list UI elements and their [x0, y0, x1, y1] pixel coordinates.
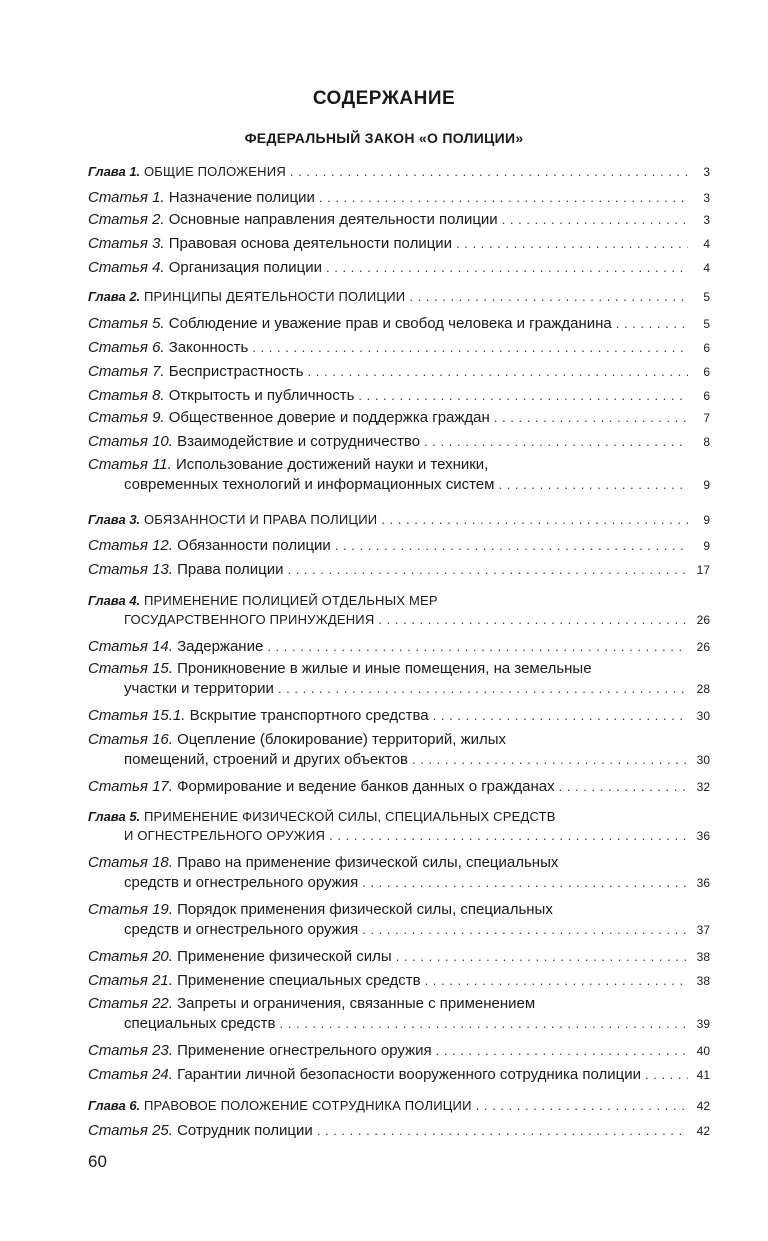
page-ref: 9 [703, 513, 710, 527]
entry-title: ОБЩИЕ ПОЛОЖЕНИЯ [140, 164, 286, 179]
page-ref: 17 [696, 563, 710, 577]
page-ref: 32 [696, 780, 710, 794]
leader-dots [329, 828, 688, 843]
article-label: Статья 19. [88, 901, 173, 918]
page-ref: 9 [703, 539, 710, 553]
page-ref: 7 [703, 411, 710, 425]
entry-title-continuation: ГОСУДАРСТВЕННОГО ПРИНУЖДЕНИЯ [124, 612, 375, 627]
article-label: Статья 25. [88, 1122, 173, 1139]
article-label: Статья 8. [88, 387, 165, 404]
page-ref: 5 [703, 290, 710, 304]
page-ref: 4 [703, 237, 710, 251]
page-ref: 36 [696, 876, 710, 890]
entry-title: Гарантии личной безопасности вооруженного сотрудника полиции [172, 1066, 642, 1083]
page-ref: 3 [703, 213, 710, 227]
leader-dots [335, 537, 688, 554]
leader-dots [616, 315, 688, 332]
entry-title: ПРАВОВОЕ ПОЛОЖЕНИЕ СОТРУДНИКА ПОЛИЦИИ [140, 1098, 472, 1113]
leader-dots [424, 433, 688, 450]
leader-dots [362, 874, 688, 891]
toc-article-entry[interactable] [88, 948, 710, 965]
entry-title: Формирование и ведение банков данных о гражданах [172, 778, 555, 795]
entry-title: ПРИМЕНЕНИЕ ПОЛИЦИЕЙ ОТДЕЛЬНЫХ МЕР [140, 593, 438, 608]
entry-title: Сотрудник полиции [172, 1122, 313, 1139]
leader-dots [425, 972, 688, 989]
leader-dots [317, 1122, 688, 1139]
entry-title: Применение физической силы [172, 948, 392, 965]
toc-article-entry[interactable] [88, 972, 710, 989]
entry-title: Организация полиции [164, 259, 322, 276]
entry-title: Законность [164, 339, 249, 356]
article-label: Статья 6. [88, 339, 165, 356]
leader-dots [502, 211, 688, 228]
leader-dots [326, 259, 688, 276]
page-ref: 41 [696, 1068, 710, 1082]
entry-title: Запреты и ограничения, связанные с применением [172, 995, 536, 1012]
leader-dots [280, 1015, 688, 1032]
article-label: Статья 7. [88, 363, 165, 380]
page-ref: 26 [696, 640, 710, 654]
entry-title: Беспристрастность [164, 363, 304, 380]
entry-title: Порядок применения физической силы, специальных [172, 901, 553, 918]
entry-title-continuation: помещений, строений и других объектов [124, 751, 409, 768]
entry-title: Права полиции [172, 561, 284, 578]
entry-title: Применение специальных средств [172, 972, 421, 989]
page-ref: 6 [703, 389, 710, 403]
entry-title: Соблюдение и уважение прав и свобод человека и гражданина [164, 315, 612, 332]
toc-article-entry[interactable] [88, 339, 710, 356]
page-ref: 38 [696, 950, 710, 964]
page-title: СОДЕРЖАНИЕ [312, 88, 456, 109]
page-ref: 5 [703, 317, 710, 331]
entry-title: Обязанности полиции [172, 537, 331, 554]
article-label: Статья 13. [88, 561, 173, 578]
page-ref: 3 [703, 165, 710, 179]
toc-article-entry[interactable] [88, 537, 710, 554]
page-ref: 26 [696, 613, 710, 627]
leader-dots [290, 164, 688, 179]
toc-article-entry[interactable] [88, 259, 710, 276]
article-label: Статья 2. [88, 211, 165, 228]
leader-dots [498, 476, 688, 493]
toc-article-entry[interactable] [88, 189, 710, 206]
toc-chapter-entry[interactable] [88, 809, 710, 843]
page-ref: 30 [696, 709, 710, 723]
entry-title: Правовая основа деятельности полиции [164, 235, 453, 252]
page-ref: 40 [696, 1044, 710, 1058]
toc-article-entry[interactable] [88, 363, 710, 380]
entry-title-continuation: средств и огнестрельного оружия [124, 874, 359, 891]
entry-title: Открытость и публичность [164, 387, 355, 404]
entry-title: Применение огнестрельного оружия [172, 1042, 432, 1059]
toc-chapter-entry[interactable] [88, 593, 710, 627]
article-label: Статья 4. [88, 259, 165, 276]
leader-dots [362, 921, 688, 938]
page-ref: 42 [696, 1124, 710, 1138]
page-ref: 36 [696, 829, 710, 843]
article-label: Статья 5. [88, 315, 165, 332]
entry-title-continuation: участки и территории [124, 680, 274, 697]
article-label: Статья 18. [88, 854, 173, 871]
toc-article-entry[interactable] [88, 1122, 710, 1139]
entry-title: Вскрытие транспортного средства [185, 707, 429, 724]
page-ref: 37 [696, 923, 710, 937]
toc-article-entry[interactable] [88, 409, 710, 426]
toc-article-entry[interactable] [88, 660, 710, 697]
toc-article-entry[interactable] [88, 638, 710, 655]
leader-dots [278, 680, 688, 697]
toc-chapter-entry[interactable] [88, 512, 710, 527]
leader-dots [319, 189, 688, 206]
leader-dots [476, 1098, 688, 1113]
toc-article-entry[interactable] [88, 995, 710, 1032]
toc-article-entry[interactable] [88, 854, 710, 891]
toc-chapter-entry[interactable] [88, 1098, 710, 1113]
page-ref: 6 [703, 365, 710, 379]
article-label: Статья 15. [88, 660, 173, 677]
entry-title-continuation: И ОГНЕСТРЕЛЬНОГО ОРУЖИЯ [124, 828, 326, 843]
page-ref: 39 [696, 1017, 710, 1031]
toc-chapter-entry[interactable] [88, 289, 710, 304]
leader-dots [559, 778, 688, 795]
entry-title: Общественное доверие и поддержка граждан [164, 409, 490, 426]
page-ref: 8 [703, 435, 710, 449]
article-label: Статья 9. [88, 409, 165, 426]
leader-dots [412, 751, 688, 768]
toc-article-entry[interactable] [88, 901, 710, 938]
leader-dots [252, 339, 688, 356]
leader-dots [308, 363, 688, 380]
entry-title-continuation: средств и огнестрельного оружия [124, 921, 359, 938]
article-label: Статья 1. [88, 189, 165, 206]
article-label: Статья 20. [88, 948, 173, 965]
article-label: Статья 23. [88, 1042, 173, 1059]
chapter-label: Глава 2. [88, 289, 141, 304]
leader-dots [433, 707, 688, 724]
toc-article-entry[interactable] [88, 731, 710, 768]
article-label: Статья 3. [88, 235, 165, 252]
article-label: Статья 17. [88, 778, 173, 795]
article-label: Статья 10. [88, 433, 173, 450]
toc-article-entry[interactable] [88, 387, 710, 404]
entry-title: Право на применение физической силы, специальных [172, 854, 559, 871]
toc-article-entry[interactable] [88, 707, 710, 724]
page-ref: 3 [703, 191, 710, 205]
leader-dots [378, 612, 688, 627]
chapter-label: Глава 3. [88, 512, 141, 527]
leader-dots [396, 948, 688, 965]
toc-article-entry[interactable] [88, 1042, 710, 1059]
chapter-label: Глава 4. [88, 593, 141, 608]
article-label: Статья 11. [88, 456, 172, 473]
page-ref: 4 [703, 261, 710, 275]
page-ref: 30 [696, 753, 710, 767]
leader-dots [409, 289, 688, 304]
leader-dots [494, 409, 688, 426]
leader-dots [456, 235, 688, 252]
article-label: Статья 14. [88, 638, 173, 655]
document-subtitle: ФЕДЕРАЛЬНЫЙ ЗАКОН «О ПОЛИЦИИ» [244, 130, 524, 146]
entry-title: ПРИМЕНЕНИЕ ФИЗИЧЕСКОЙ СИЛЫ, СПЕЦИАЛЬНЫХ СРЕДСТВ [140, 809, 556, 824]
page-ref: 38 [696, 974, 710, 988]
article-label: Статья 24. [88, 1066, 173, 1083]
entry-title: Назначение полиции [164, 189, 315, 206]
leader-dots [267, 638, 688, 655]
entry-title-continuation: современных технологий и информационных систем [124, 476, 495, 493]
toc-article-entry[interactable] [88, 235, 710, 252]
entry-title: Взаимодействие и сотрудничество [172, 433, 421, 450]
entry-title: ОБЯЗАННОСТИ И ПРАВА ПОЛИЦИИ [140, 512, 378, 527]
leader-dots [436, 1042, 688, 1059]
toc-article-entry[interactable] [88, 561, 710, 578]
entry-title: Использование достижений науки и техники, [171, 456, 489, 473]
article-label: Статья 21. [88, 972, 173, 989]
toc-article-entry[interactable] [88, 315, 710, 332]
page-ref: 28 [696, 682, 710, 696]
leader-dots [381, 512, 688, 527]
article-label: Статья 15.1. [88, 707, 186, 724]
article-label: Статья 22. [88, 995, 173, 1012]
chapter-label: Глава 1. [88, 164, 141, 179]
page-ref: 6 [703, 341, 710, 355]
entry-title: Задержание [172, 638, 264, 655]
leader-dots [358, 387, 688, 404]
entry-title: Проникновение в жилые и иные помещения, на земельные [172, 660, 592, 677]
page-ref: 9 [703, 478, 710, 492]
toc-article-entry[interactable] [88, 778, 710, 795]
chapter-label: Глава 5. [88, 809, 141, 824]
article-label: Статья 16. [88, 731, 173, 748]
entry-title: Оцепление (блокирование) территорий, жилых [172, 731, 507, 748]
article-label: Статья 12. [88, 537, 173, 554]
toc-article-entry[interactable] [88, 456, 710, 493]
page-ref: 42 [696, 1099, 710, 1113]
entry-title: ПРИНЦИПЫ ДЕЯТЕЛЬНОСТИ ПОЛИЦИИ [140, 289, 406, 304]
chapter-label: Глава 6. [88, 1098, 141, 1113]
page-number: 60 [88, 1152, 107, 1171]
entry-title-continuation: специальных средств [124, 1015, 276, 1032]
toc-chapter-entry[interactable] [88, 164, 710, 179]
entry-title: Основные направления деятельности полиции [164, 211, 498, 228]
toc-article-entry[interactable] [88, 1066, 710, 1083]
toc-article-entry[interactable] [88, 211, 710, 228]
leader-dots [645, 1066, 688, 1083]
toc-article-entry[interactable] [88, 433, 710, 450]
leader-dots [287, 561, 688, 578]
